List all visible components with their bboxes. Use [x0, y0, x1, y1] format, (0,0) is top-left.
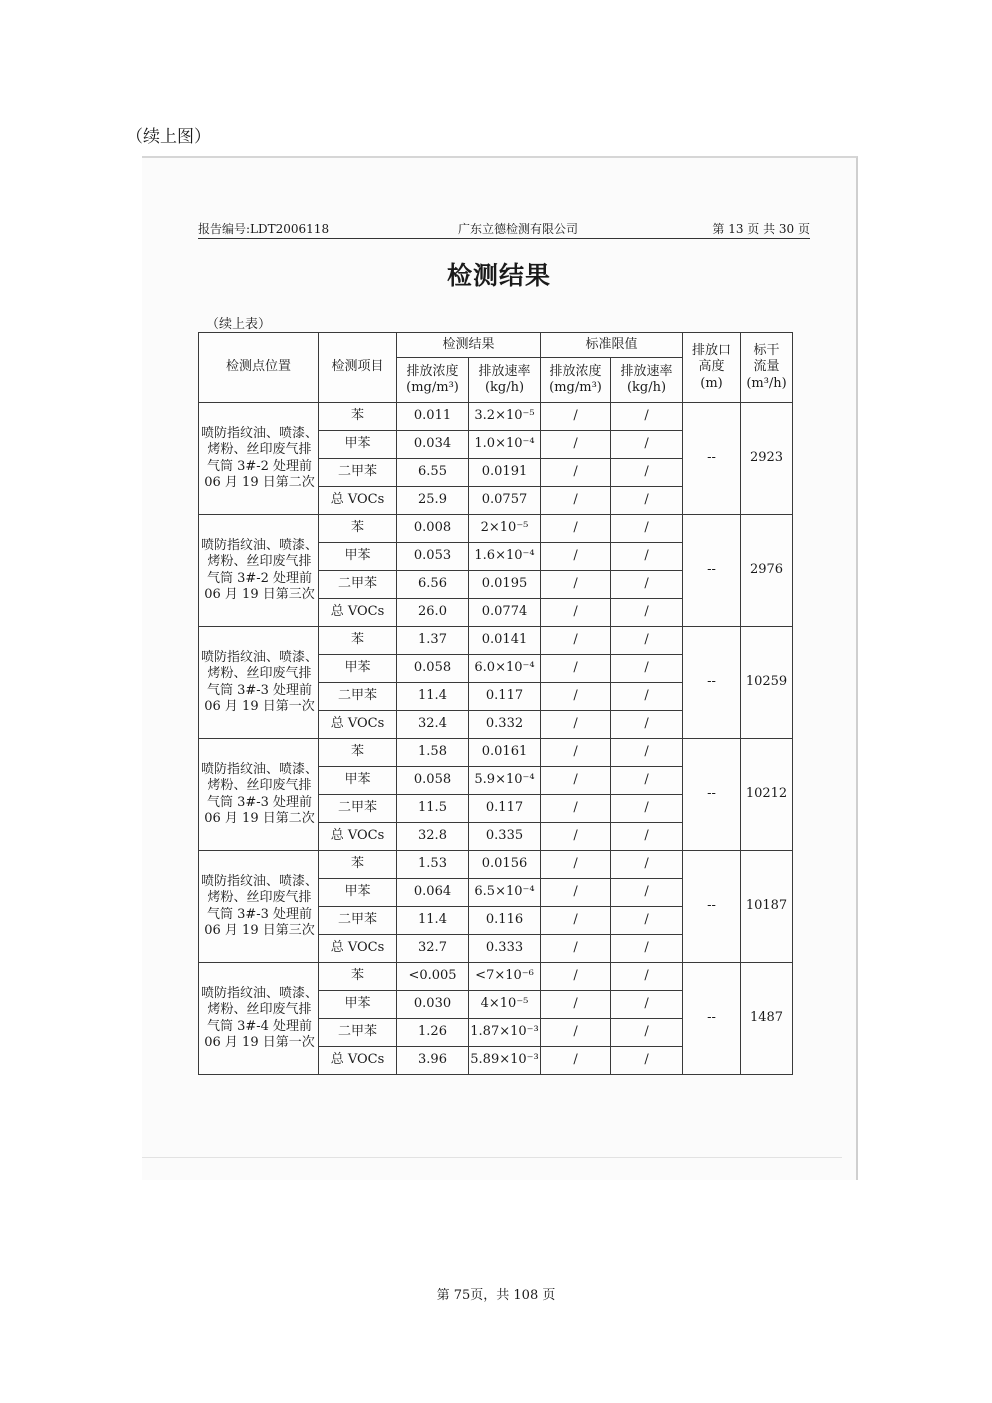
item-cell: 甲苯: [319, 543, 397, 571]
item-cell: 总 VOCs: [319, 711, 397, 739]
item-cell: 二甲苯: [319, 907, 397, 935]
location-line: 喷防指纹油、喷漆、: [201, 426, 319, 441]
header-rate-label: 排放速率: [478, 363, 531, 379]
header-flow: [741, 333, 793, 403]
header-conc-unit: (mg/m³): [406, 380, 459, 395]
report-header: [198, 218, 810, 239]
conc-cell: 1.37: [397, 627, 469, 655]
page-footer: 第 75页，共 108 页: [436, 1288, 556, 1303]
conc-cell: 0.058: [397, 655, 469, 683]
item-cell: 甲苯: [319, 991, 397, 1019]
limit-rate-cell: /: [611, 879, 683, 907]
continued-label: （续上表）: [206, 317, 272, 332]
header-limit-conc: [541, 358, 611, 403]
item-cell: 甲苯: [319, 431, 397, 459]
limit-rate-cell: /: [611, 515, 683, 543]
report-title: 检测结果: [446, 261, 551, 290]
item-cell: 二甲苯: [319, 683, 397, 711]
limit-rate-cell: /: [611, 795, 683, 823]
item-cell: 苯: [319, 739, 397, 767]
conc-cell: 32.8: [397, 823, 469, 851]
conc-cell: 3.96: [397, 1047, 469, 1075]
limit-rate-cell: /: [611, 543, 683, 571]
limit-rate-cell: /: [611, 767, 683, 795]
item-cell: 总 VOCs: [319, 935, 397, 963]
table-row: [199, 403, 793, 431]
location-line: 06 月 19 日第三次: [204, 922, 315, 938]
header-flow-unit: (m³/h): [746, 375, 787, 391]
limit-rate-cell: /: [611, 627, 683, 655]
rate-cell: 0.117: [469, 683, 541, 711]
limit-rate-cell: /: [611, 1019, 683, 1047]
limit-conc-cell: /: [541, 543, 611, 571]
item-cell: 总 VOCs: [319, 1047, 397, 1075]
rate-cell: 5.89×10⁻³: [469, 1047, 541, 1075]
conc-cell: 0.058: [397, 767, 469, 795]
item-cell: 甲苯: [319, 655, 397, 683]
conc-cell: 0.064: [397, 879, 469, 907]
rate-cell: 6.0×10⁻⁴: [469, 655, 541, 683]
height-cell: --: [683, 963, 741, 1075]
location-line: 06 月 19 日第一次: [204, 1034, 315, 1050]
results-body: [199, 403, 793, 1075]
header-height-line1: 排放口: [692, 343, 732, 359]
limit-rate-cell: /: [611, 963, 683, 991]
item-cell: 总 VOCs: [319, 823, 397, 851]
limit-rate-cell: /: [611, 403, 683, 431]
item-cell: 苯: [319, 851, 397, 879]
limit-conc-cell: /: [541, 991, 611, 1019]
height-cell: --: [683, 739, 741, 851]
limit-conc-cell: /: [541, 935, 611, 963]
table-row: [199, 963, 793, 991]
item-cell: 苯: [319, 627, 397, 655]
rate-cell: 1.0×10⁻⁴: [469, 431, 541, 459]
header-result: 检测结果: [397, 333, 541, 358]
item-cell: 总 VOCs: [319, 487, 397, 515]
location-line: 烤粉、丝印废气排: [207, 1002, 312, 1018]
height-cell: --: [683, 851, 741, 963]
company-name: 广东立德检测有限公司: [457, 222, 578, 236]
limit-conc-cell: /: [541, 767, 611, 795]
table-row: [199, 851, 793, 879]
location-line: 06 月 19 日第三次: [204, 586, 315, 602]
conc-cell: 1.53: [397, 851, 469, 879]
limit-rate-cell: /: [611, 599, 683, 627]
location-line: 气筒 3#-3 处理前: [206, 906, 313, 922]
header-result-conc: [397, 358, 469, 403]
location-line: 06 月 19 日第一次: [204, 698, 315, 714]
limit-conc-cell: /: [541, 403, 611, 431]
flow-cell: 10212: [741, 739, 793, 851]
rate-cell: 0.0141: [469, 627, 541, 655]
rate-cell: 0.332: [469, 711, 541, 739]
item-cell: 二甲苯: [319, 795, 397, 823]
location-line: 喷防指纹油、喷漆、: [201, 538, 319, 553]
limit-rate-cell: /: [611, 907, 683, 935]
rate-cell: <7×10⁻⁶: [469, 963, 541, 991]
limit-rate-cell: /: [611, 459, 683, 487]
rate-cell: 0.117: [469, 795, 541, 823]
conc-cell: 32.7: [397, 935, 469, 963]
conc-cell: 0.034: [397, 431, 469, 459]
location-line: 烤粉、丝印废气排: [207, 890, 312, 906]
header-flow-line2: 流量: [753, 359, 780, 375]
scanned-report-page: [142, 156, 858, 1180]
location-line: 气筒 3#-3 处理前: [206, 682, 313, 698]
limit-conc-cell: /: [541, 599, 611, 627]
conc-cell: 0.008: [397, 515, 469, 543]
limit-conc-cell: /: [541, 683, 611, 711]
limit-conc-cell: /: [541, 795, 611, 823]
header-rate-unit: (kg/h): [484, 380, 525, 395]
flow-cell: 10187: [741, 851, 793, 963]
item-cell: 总 VOCs: [319, 599, 397, 627]
limit-rate-cell: /: [611, 991, 683, 1019]
conc-cell: 1.26: [397, 1019, 469, 1047]
header-limit-rate-label: 排放速率: [620, 363, 673, 379]
limit-conc-cell: /: [541, 515, 611, 543]
location-line: 气筒 3#-2 处理前: [206, 570, 313, 586]
item-cell: 甲苯: [319, 767, 397, 795]
limit-rate-cell: /: [611, 1047, 683, 1075]
header-limit-rate: [611, 358, 683, 403]
conc-cell: 6.56: [397, 571, 469, 599]
location-line: 气筒 3#-2 处理前: [206, 458, 313, 474]
header-location: 检测点位置: [199, 333, 319, 403]
table-row: [199, 739, 793, 767]
conc-cell: 1.58: [397, 739, 469, 767]
rate-cell: 0.0156: [469, 851, 541, 879]
limit-conc-cell: /: [541, 627, 611, 655]
conc-cell: 0.053: [397, 543, 469, 571]
header-result-rate: [469, 358, 541, 403]
rate-cell: 0.0191: [469, 459, 541, 487]
rate-cell: 0.0774: [469, 599, 541, 627]
results-table: [198, 332, 793, 1075]
limit-conc-cell: /: [541, 823, 611, 851]
table-row: [199, 515, 793, 543]
rate-cell: 6.5×10⁻⁴: [469, 879, 541, 907]
limit-rate-cell: /: [611, 739, 683, 767]
limit-conc-cell: /: [541, 739, 611, 767]
location-cell: [199, 963, 319, 1075]
item-cell: 二甲苯: [319, 1019, 397, 1047]
limit-conc-cell: /: [541, 487, 611, 515]
conc-cell: 6.55: [397, 459, 469, 487]
location-line: 气筒 3#-4 处理前: [206, 1018, 313, 1034]
conc-cell: 0.030: [397, 991, 469, 1019]
height-cell: --: [683, 627, 741, 739]
rate-cell: 4×10⁻⁵: [469, 991, 541, 1019]
header-height-unit: (m): [700, 375, 723, 391]
item-cell: 苯: [319, 515, 397, 543]
rate-cell: 0.333: [469, 935, 541, 963]
rate-cell: 0.116: [469, 907, 541, 935]
conc-cell: 11.5: [397, 795, 469, 823]
location-line: 喷防指纹油、喷漆、: [201, 986, 319, 1001]
rate-cell: 3.2×10⁻⁵: [469, 403, 541, 431]
location-line: 喷防指纹油、喷漆、: [201, 874, 319, 889]
limit-rate-cell: /: [611, 711, 683, 739]
limit-conc-cell: /: [541, 711, 611, 739]
location-line: 喷防指纹油、喷漆、: [201, 762, 319, 777]
limit-conc-cell: /: [541, 879, 611, 907]
location-line: 气筒 3#-3 处理前: [206, 794, 313, 810]
table-row: [199, 627, 793, 655]
limit-conc-cell: /: [541, 907, 611, 935]
location-line: 06 月 19 日第二次: [204, 474, 315, 490]
limit-rate-cell: /: [611, 935, 683, 963]
location-cell: [199, 515, 319, 627]
report-page-label: 第 13 页 共 30 页: [712, 222, 810, 236]
location-cell: [199, 403, 319, 515]
limit-rate-cell: /: [611, 851, 683, 879]
flow-cell: 1487: [741, 963, 793, 1075]
item-cell: 苯: [319, 963, 397, 991]
conc-cell: 32.4: [397, 711, 469, 739]
flow-cell: 2923: [741, 403, 793, 515]
location-line: 烤粉、丝印废气排: [207, 554, 312, 570]
item-cell: 二甲苯: [319, 571, 397, 599]
rate-cell: 5.9×10⁻⁴: [469, 767, 541, 795]
location-cell: [199, 627, 319, 739]
header-item: 检测项目: [319, 333, 397, 403]
limit-conc-cell: /: [541, 1019, 611, 1047]
header-height: [683, 333, 741, 403]
flow-cell: 2976: [741, 515, 793, 627]
header-limit-conc-label: 排放浓度: [549, 363, 602, 379]
outer-caption: （续上图）: [126, 127, 211, 147]
limit-rate-cell: /: [611, 571, 683, 599]
limit-conc-cell: /: [541, 1047, 611, 1075]
report-number: 报告编号:LDT2006118: [198, 222, 330, 236]
limit-rate-cell: /: [611, 683, 683, 711]
scan-bottom-edge: [142, 1157, 842, 1158]
height-cell: --: [683, 515, 741, 627]
limit-conc-cell: /: [541, 571, 611, 599]
rate-cell: 1.6×10⁻⁴: [469, 543, 541, 571]
limit-conc-cell: /: [541, 431, 611, 459]
limit-rate-cell: /: [611, 823, 683, 851]
location-line: 喷防指纹油、喷漆、: [201, 650, 319, 665]
location-line: 烤粉、丝印废气排: [207, 666, 312, 682]
location-cell: [199, 739, 319, 851]
flow-cell: 10259: [741, 627, 793, 739]
conc-cell: 11.4: [397, 683, 469, 711]
header-limit-conc-unit: (mg/m³): [549, 380, 602, 395]
conc-cell: 0.011: [397, 403, 469, 431]
limit-conc-cell: /: [541, 459, 611, 487]
rate-cell: 0.0757: [469, 487, 541, 515]
limit-conc-cell: /: [541, 655, 611, 683]
limit-rate-cell: /: [611, 655, 683, 683]
location-line: 烤粉、丝印废气排: [207, 778, 312, 794]
item-cell: 甲苯: [319, 879, 397, 907]
rate-cell: 0.0161: [469, 739, 541, 767]
limit-conc-cell: /: [541, 851, 611, 879]
header-height-line2: 高度: [698, 359, 725, 375]
limit-conc-cell: /: [541, 963, 611, 991]
conc-cell: 11.4: [397, 907, 469, 935]
rate-cell: 1.87×10⁻³: [469, 1019, 541, 1047]
location-line: 06 月 19 日第二次: [204, 810, 315, 826]
limit-rate-cell: /: [611, 431, 683, 459]
height-cell: --: [683, 403, 741, 515]
conc-cell: 26.0: [397, 599, 469, 627]
rate-cell: 2×10⁻⁵: [469, 515, 541, 543]
item-cell: 二甲苯: [319, 459, 397, 487]
rate-cell: 0.335: [469, 823, 541, 851]
conc-cell: <0.005: [397, 963, 469, 991]
location-line: 烤粉、丝印废气排: [207, 442, 312, 458]
header-flow-line1: 标干: [753, 343, 780, 359]
header-limit-rate-unit: (kg/h): [626, 380, 667, 395]
conc-cell: 25.9: [397, 487, 469, 515]
rate-cell: 0.0195: [469, 571, 541, 599]
location-cell: [199, 851, 319, 963]
item-cell: 苯: [319, 403, 397, 431]
header-limit: 标准限值: [541, 333, 683, 358]
limit-rate-cell: /: [611, 487, 683, 515]
header-conc-label: 排放浓度: [406, 363, 459, 379]
